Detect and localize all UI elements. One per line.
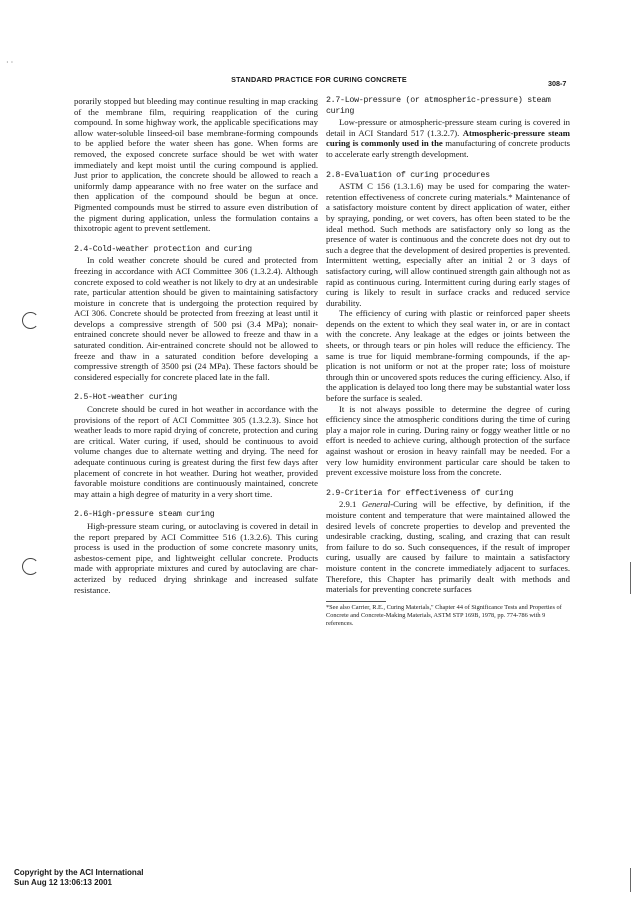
emphasis-text: Atmospheric-pressure steam curing is commonly used in the <box>326 127 570 149</box>
scan-line-mark <box>630 562 631 594</box>
paragraph <box>326 117 570 159</box>
section-heading-2-7: 2.7-Low-pressure (or atmospheric-pressure) steam curing <box>326 96 551 116</box>
paragraph: ASTM C 156 (1.3.1.6) may be used for comparing the water-retention effectiveness of concrete curing materials.* Maintenance of a satisfactory moisture content by direct application of water, either by spraying, ponding, or wet covers, has often been stated to be the ideal method. Such methods are satisfactory only so long as the presence of water is continuous and the concrete does not dry out to such a degree that the development of desired properties is prevented. Intermittent wetting, especially after an initial 2 or 3 days of satisfactory curing, will allow continued strength gain although not as rapid as continuous curing. Intermittent curing during early stages of curing is likely to result in surface cracks and reduced service durability. <box>326 181 570 308</box>
timestamp: Sun Aug 12 13:06:13 2001 <box>14 878 112 887</box>
punch-hole-mark <box>22 312 39 329</box>
right-column <box>326 96 570 628</box>
text-run: manufacturing of concrete products to accelerate early strength development. <box>326 138 570 159</box>
section-heading-2-5: 2.5-Hot-weather curing <box>74 393 177 403</box>
text-run: Low-pressure or atmospheric-pressure steam curing is covered in detail in ACI Standard 517 (1.3.2.7). <box>326 117 570 138</box>
paragraph: High-pressure steam curing, or autoclaving is covered in detail in the report prepared by ACI Committee 516 (1.3.2.6). This curing process is used in the production of some concrete masonry units, asbestos-cement pipe, and lightweight cellular concrete. Products made with appropriate mixtures and cured by autoclaving are characterized by reduced drying shrinkage and increased sulfate resistance. <box>74 520 318 595</box>
copyright-footer <box>14 868 143 888</box>
paragraph: porarily stopped but bleeding may continue resulting in map cracking of the membrane film, requiring reapplication of the curing compound. In some highway work, the applicable specifications may allow water-soluble linseed-oil base membrane-forming compounds to be applied before the water sheen has gone. When forms are removed, the exposed concrete surface should be wet with water immediately and kept moist until the curing compound is applied. Just prior to application, the concrete should be allowed to reach a uniformly damp appearance with no free water on the surface and then application of the compound should be begun at once. Pigmented compounds must be stirred to assure even distribution of the pigment during application, unless the formulation contains a thixotropic agent to prevent settlement. <box>74 96 318 234</box>
text-run: -Curing will be effective, by definition, if the moisture content and temperature that were maintained allowed the desired levels of concrete properties to develop and prevented the undesirable cracking, dusting, scaling, and crazing that can result from failure to do so. Such consequences, if the result of improper curing, usually are caused by failure to maintain a satisfactory moisture content in the concrete immediately adjacent to surfaces. Therefore, this Chapter has primarily dealt with methods and materials for preventing concrete surfaces <box>326 499 570 595</box>
section-heading-2-6: 2.6-High-pressure steam curing <box>74 510 215 520</box>
footnote: *See also Carrier, R.E., Curing Materials," Chapter 44 of Significance Tests and Properties of Concrete and Concrete-Making Materials, ASTM STP 169B, 1978, pp. 774-786 with 9 references. <box>326 603 562 627</box>
section-heading-2-9: 2.9-Criteria for effectiveness of curing <box>326 488 514 498</box>
subsection-number: 2.9.1 <box>339 499 362 510</box>
paragraph: Concrete should be cured in hot weather in accordance with the provisions of the report of ACI Committee 305 (1.3.2.3). Since hot weather leads to more rapid drying of concrete, protection and curing are critical. Water curing, if used, should be continuous to avoid volume changes due to alternate wetting and drying. The need for adequate continuous curing is greatest during the first few days after placement of concrete in hot weather. During hot weather, provided favorable moisture conditions are continuously maintained, concrete may attain a high degree of maturity in a very short time. <box>74 404 318 499</box>
page-number: 308-7 <box>548 79 567 88</box>
scan-line-mark <box>630 868 631 892</box>
paragraph: In cold weather concrete should be cured and protected from freezing in accordance with ACI Committee 306 (1.3.2.4). Although concrete exposed to cold weather is not likely to dry at an undesirable rate, particular attention should be given to maintaining satisfactory moisture in concrete that is undergoing the protection required by ACI 306. Concrete should be protected from freezing at least until it develops a compressive strength of 500 psi (3.4 MPa); nonair-entrained concrete should never be allowed to freeze and thaw in a saturated condition. Air-entrained concrete should not be allowed to freeze and thaw in a saturated condition before developing a compressive strength of 3500 psi (24 MPa). These factors should be considered especially for concrete placed late in the fall. <box>74 255 318 382</box>
left-column <box>74 96 318 595</box>
copyright-line: Copyright by the ACI International <box>14 868 144 877</box>
paragraph: The efficiency of curing with plastic or reinforced paper sheets depends on the extent to which they seal water in, or are in contact with the concrete. Any leakage at the edges or joints between the sheets, or through tears or pin holes will reduce the efficiency. The same is true for liquid membrane-forming compounds, if the application is not uniform or not at the proper rate; loss of moisture through thin or uncovered spots reduces the curing efficiency. Also, if the application is delayed too long there may be substantial water loss before the surface is sealed. <box>326 308 570 404</box>
punch-hole-mark <box>22 558 39 575</box>
section-heading-2-8: 2.8-Evaluation of curing procedures <box>326 170 490 180</box>
paragraph: It is not always possible to determine the degree of curing efficiency since the atmospheric conditions during the time of curing play a major role in curing. During rainy or foggy weather little or no effort is needed to achieve curing, although protection of the surface against washout or erosion in heavy rainfall may be needed. For a very low humidity environment particular care should be taken to prevent excessive moisture loss from the concrete. <box>326 403 570 478</box>
scan-dots: · · <box>6 58 14 67</box>
running-header: STANDARD PRACTICE FOR CURING CONCRETE <box>231 75 407 84</box>
section-heading-2-4: 2.4-Cold-weather protection and curing <box>74 244 252 254</box>
subsection-title: General <box>361 499 391 510</box>
paragraph <box>326 499 570 594</box>
